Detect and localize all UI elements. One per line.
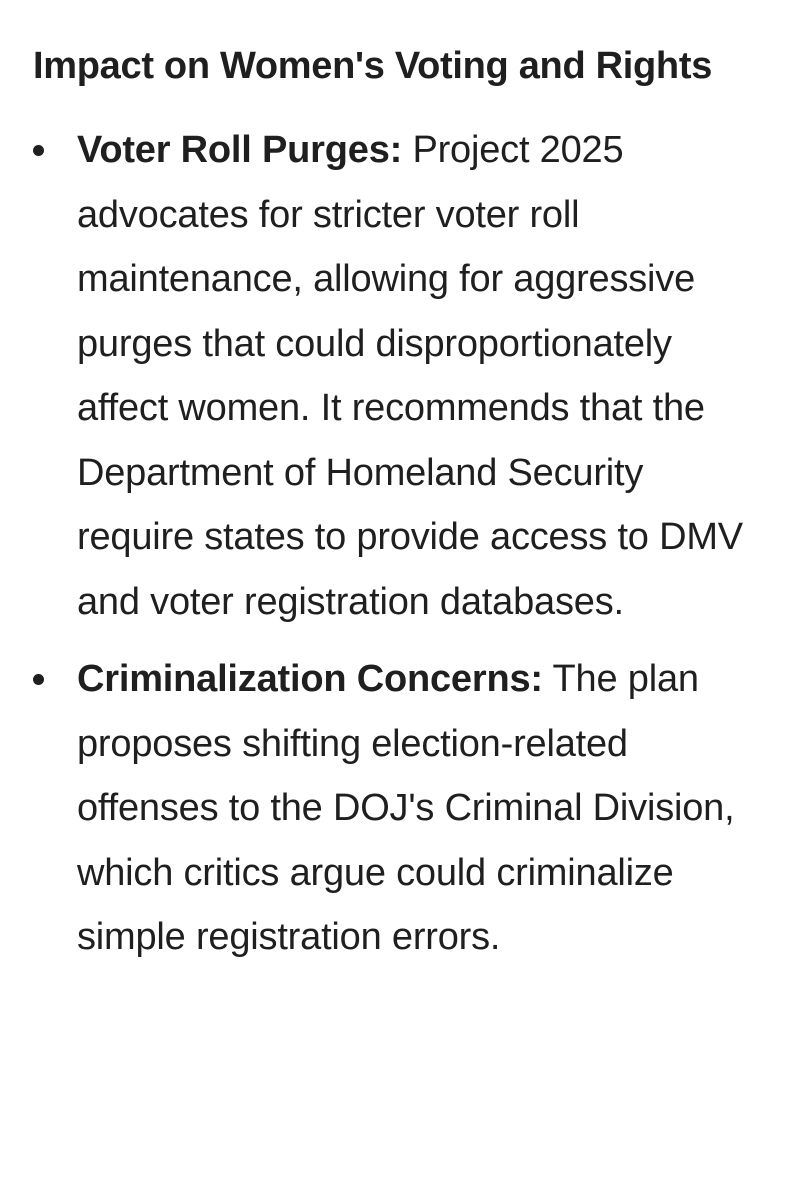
list-item-criminalization-concerns: [33, 647, 748, 970]
item-title: Criminalization Concerns:: [77, 658, 543, 700]
item-title: Voter Roll Purges:: [77, 129, 403, 171]
list-item-voter-roll-purges: [33, 118, 748, 634]
bullet-list: [33, 118, 748, 970]
bullet-icon: [33, 145, 44, 156]
section-heading: Impact on Women's Voting and Rights: [33, 45, 713, 87]
bullet-icon: [33, 674, 44, 685]
item-text: The plan proposes shifting election-related offenses to the DOJ's Criminal Division, which critics argue could criminalize simple registration errors.: [77, 658, 735, 958]
item-text: Project 2025 advocates for stricter voter roll maintenance, allowing for aggressive purges that could disproportionately affect women. It recommends that the Department of Homeland Security require states to provide access to DMV and voter registration databases.: [77, 129, 743, 623]
